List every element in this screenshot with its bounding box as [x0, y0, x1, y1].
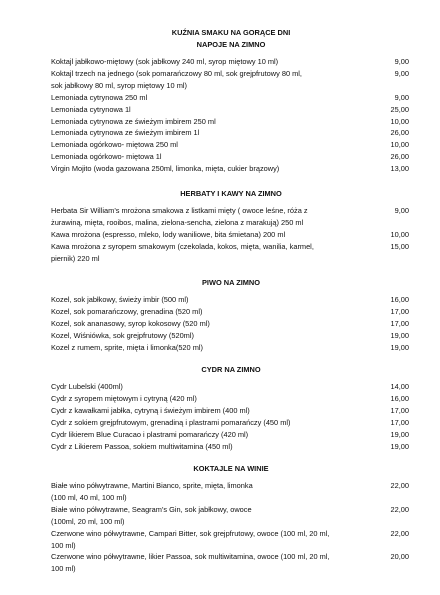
- menu-item: [51, 417, 411, 429]
- menu-item-price: 9,00: [394, 206, 409, 215]
- menu-item-name-line: Lemoniada cytrynowa ze świeżym imbirem 250 ml: [51, 116, 216, 126]
- menu-item-name-line: Lemoniada cytrynowa 250 ml: [51, 92, 148, 102]
- menu-item-name: [51, 205, 381, 229]
- menu-item: [51, 92, 411, 104]
- menu-item-price: 10,00: [390, 116, 409, 126]
- menu-item-name-line: Virgin Mojito (woda gazowana 250ml, limonka, mięta, cukier brązowy): [51, 164, 280, 174]
- menu-item-name-line: Cydr Lubelski (400ml): [51, 382, 123, 391]
- menu-item-price: 17,00: [390, 417, 409, 427]
- menu-item: [51, 139, 411, 151]
- menu-item: [51, 241, 411, 265]
- menu-item-name-line: Cydr z Likierem Passoa, sokiem multiwitamina (450 ml): [51, 441, 233, 451]
- menu-item-name-line: Czerwone wino półwytrawne, Campari Bitter, sok grejpfrutowy, owoce (100 ml, 20 ml,: [51, 528, 330, 538]
- menu-item-name-line: (100ml, 20 ml, 100 ml): [51, 516, 125, 526]
- menu-item: [51, 116, 411, 128]
- menu-item: [51, 381, 411, 393]
- menu-item: [51, 429, 411, 441]
- menu-item-name: [51, 405, 381, 417]
- section-spacer: [51, 374, 411, 381]
- menu-item-name-line: Kozel z rumem, sprite, mięta i limonka(520 ml): [51, 342, 203, 352]
- section-heading: KOKTAJLE NA WINIE: [193, 464, 269, 473]
- menu-item: [51, 480, 411, 504]
- menu-item: [51, 528, 411, 552]
- menu-item-price: 22,00: [390, 528, 409, 538]
- menu-item-name: [51, 306, 381, 318]
- menu-item-name-line: Kawa mrożona (espresso, mleko, lody waniliowe, bita śmietana) 200 ml: [51, 229, 286, 239]
- menu-section-cider: [51, 365, 411, 452]
- menu-item-name: [51, 330, 381, 342]
- section-spacer: [51, 287, 411, 294]
- menu-item-name: [51, 163, 381, 175]
- menu-item-price: 13,00: [390, 164, 409, 174]
- section-spacer: [51, 198, 411, 205]
- section-heading: HERBATY I KAWY NA ZIMNO: [180, 189, 282, 198]
- menu-item-price: 19,00: [390, 342, 409, 352]
- menu-section-beer: [51, 278, 411, 354]
- menu-item-name-line: Koktajl jabłkowo-miętowy (sok jabłkowy 240 ml, syrop miętowy 10 ml): [51, 57, 279, 66]
- menu-item-price: 22,00: [390, 481, 409, 490]
- menu-item-price: 25,00: [390, 104, 409, 114]
- menu-item-name: [51, 381, 381, 393]
- menu-item-price: 9,00: [394, 57, 409, 66]
- menu-item-name: [51, 417, 381, 429]
- menu-item: [51, 294, 411, 306]
- menu-item-name: [51, 139, 381, 151]
- menu-item-price: 20,00: [390, 552, 409, 562]
- menu-item-name: [51, 318, 381, 330]
- section-spacer: [51, 473, 411, 480]
- menu-item-name: [51, 68, 381, 92]
- menu-item-name: [51, 127, 381, 139]
- menu-item-price: 10,00: [390, 229, 409, 239]
- menu-item-name: [51, 393, 381, 405]
- section-items: [51, 198, 411, 265]
- menu-item-price: 16,00: [390, 393, 409, 403]
- menu-item-name: [51, 92, 381, 104]
- menu-item-name: [51, 504, 381, 528]
- menu-item-price: 10,00: [390, 140, 409, 150]
- menu-title: KUŹNIA SMAKU NA GORĄCE DNI: [171, 28, 291, 37]
- menu-item: [51, 151, 411, 163]
- menu-item: [51, 104, 411, 116]
- menu-item-name: [51, 294, 381, 306]
- menu-item-price: 26,00: [390, 128, 409, 138]
- menu-item-name-line: 100 ml): [51, 540, 76, 550]
- menu-item-name-line: sok jabłkowy 80 ml, syrop miętowy 10 ml): [51, 80, 187, 90]
- menu-item: [51, 405, 411, 417]
- menu-item-name: [51, 551, 381, 575]
- menu-item-name: [51, 229, 381, 241]
- menu-item: [51, 441, 411, 453]
- menu-item-price: 22,00: [390, 504, 409, 514]
- menu-item-name: [51, 241, 381, 265]
- menu-item-price: 9,00: [394, 92, 409, 102]
- menu-item: [51, 504, 411, 528]
- menu-item-name-line: Cydr likierem Blue Curacao i plastrami pomarańczy (420 ml): [51, 429, 249, 439]
- menu-item-name: [51, 151, 381, 163]
- menu-item-price: 19,00: [390, 441, 409, 451]
- menu-item-name-line: Kozel, Wiśniówka, sok grejpfrutowy (520ml): [51, 330, 194, 340]
- section-items: [51, 287, 411, 354]
- menu-item-name-line: Lemoniada ogórkowo- miętowa 1l: [51, 152, 162, 162]
- menu-item-name-line: (100 ml, 40 ml, 100 ml): [51, 492, 127, 502]
- menu-item-name: [51, 441, 381, 453]
- menu-item-price: 14,00: [390, 382, 409, 391]
- menu-item-name-line: Lemoniada cytrynowa ze świeżym imbirem 1l: [51, 128, 200, 138]
- menu-item-name-line: Kozel, sok pomarańczowy, grenadina (520 ml): [51, 306, 203, 316]
- menu-item-name-line: żurawiną, mięta, rooibos, malina, zielona-sencha, zielona z marakują) 250 ml: [51, 217, 304, 227]
- menu-item-price: 15,00: [390, 241, 409, 251]
- menu-item-name-line: Kozel, sok jabłkowy, świeży imbir (500 ml): [51, 295, 189, 304]
- menu-item-name-line: Kawa mrożona z syropem smakowym (czekolada, kokos, mięta, wanilia, karmel,: [51, 241, 314, 251]
- menu-item: [51, 306, 411, 318]
- menu-item-name: [51, 528, 381, 552]
- menu-item: [51, 229, 411, 241]
- menu-item: [51, 56, 411, 68]
- menu-item-name-line: 100 ml): [51, 564, 76, 574]
- menu-section-tea-coffee: [51, 189, 411, 265]
- menu-item-name-line: Białe wino półwytrawne, Martini Bianco, sprite, mięta, limonka: [51, 481, 253, 490]
- menu-item-name-line: Herbata Sir William’s mrożona smakowa z listkami mięty ( owoce leśne, róża z: [51, 206, 308, 215]
- menu-item: [51, 318, 411, 330]
- menu-section-wine-cocktails: [51, 464, 411, 575]
- menu-item-name-line: Lemoniada cytrynowa 1l: [51, 104, 131, 114]
- menu-item-name: [51, 342, 381, 354]
- menu-item-name: [51, 116, 381, 128]
- menu-item-price: 17,00: [390, 405, 409, 415]
- menu-item: [51, 163, 411, 175]
- section-heading: NAPOJE NA ZIMNO: [196, 40, 266, 49]
- menu-item-name: [51, 429, 381, 441]
- menu-item-name-line: Cydr z kawałkami jabłka, cytryną i świeżym imbirem (400 ml): [51, 405, 250, 415]
- section-items: [51, 49, 411, 175]
- menu-item: [51, 68, 411, 92]
- menu-item-name: [51, 104, 381, 116]
- menu-item-price: 17,00: [390, 318, 409, 328]
- menu-item: [51, 551, 411, 575]
- menu-item: [51, 127, 411, 139]
- menu-item-name: [51, 480, 381, 504]
- menu-item: [51, 393, 411, 405]
- menu-item-name: [51, 56, 381, 68]
- menu-item-name-line: Cydr z sokiem grejpfrutowym, grenadiną i plastrami pomarańczy (450 ml): [51, 417, 291, 427]
- menu-item-name-line: Koktajl trzech na jednego (sok pomarańczowy 80 ml, sok grejpfrutowy 80 ml,: [51, 68, 302, 78]
- section-spacer: [51, 49, 411, 56]
- section-heading: PIWO NA ZIMNO: [201, 278, 261, 287]
- menu-item-price: 9,00: [394, 68, 409, 78]
- menu-item: [51, 342, 411, 354]
- menu-item-price: 17,00: [390, 306, 409, 316]
- menu-item-price: 16,00: [390, 295, 409, 304]
- menu-item-name-line: Kozel, sok ananasowy, syrop kokosowy (520 ml): [51, 318, 210, 328]
- menu-item-name-line: Czerwone wino półwytrawne, likier Passoa, sok multiwitamina, owoce (100 ml, 20 ml,: [51, 552, 330, 562]
- menu-item-price: 19,00: [390, 429, 409, 439]
- menu-item-price: 26,00: [390, 152, 409, 162]
- menu-item-name-line: Lemoniada ogórkowo- miętowa 250 ml: [51, 140, 178, 150]
- menu-item-name-line: Cydr z syropem miętowym i cytryną (420 ml): [51, 393, 197, 403]
- menu-item-name-line: piernik) 220 ml: [51, 253, 100, 263]
- menu-item: [51, 205, 411, 229]
- menu-item-name-line: Białe wino półwytrawne, Seagram’s Gin, sok jabłkowy, owoce: [51, 504, 252, 514]
- menu-section-cold-drinks: [51, 28, 411, 175]
- section-heading: CYDR NA ZIMNO: [201, 365, 261, 374]
- menu-item-price: 19,00: [390, 330, 409, 340]
- menu-item: [51, 330, 411, 342]
- section-items: [51, 473, 411, 575]
- section-items: [51, 374, 411, 452]
